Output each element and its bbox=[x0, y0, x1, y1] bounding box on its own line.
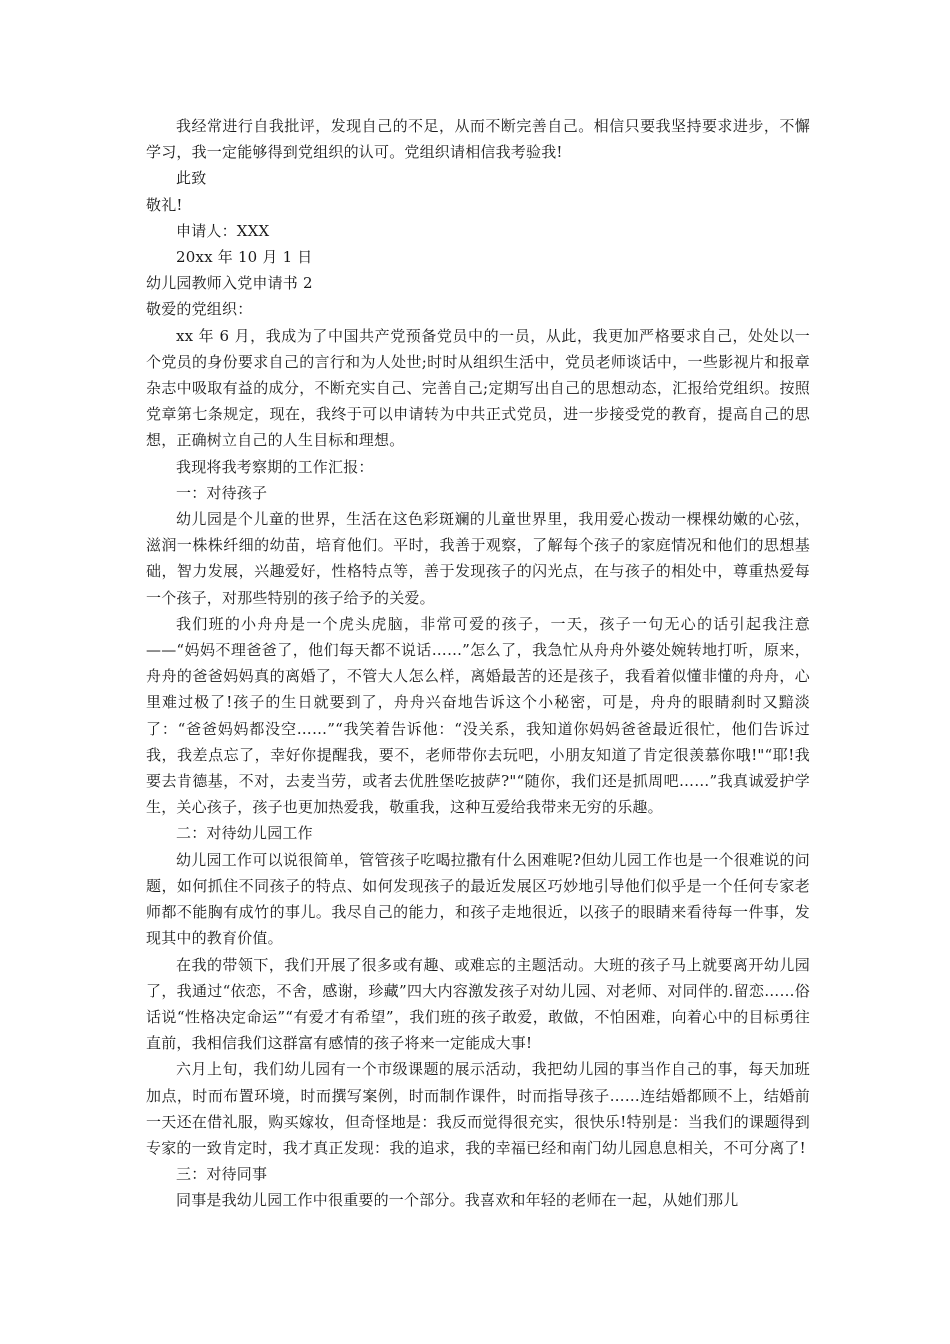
heading-children: 一：对待孩子 bbox=[176, 483, 268, 502]
heading-kindergarten-work: 二：对待幼儿园工作 bbox=[176, 824, 313, 843]
greeting: 敬爱的党组织： bbox=[146, 300, 253, 319]
heading-colleagues: 三：对待同事 bbox=[176, 1165, 268, 1184]
paragraph-theme-activities: 在我的带领下，我们开展了很多或有趣、或难忘的主题活动。大班的孩子马上就要离开幼儿园了，我通过“依恋，不舍，感谢，珍藏”四大内容激发孩子对幼儿园、对老师、对同伴的.留恋……俗话说“性格决定命运”“有爱才有希望”，我们班的孩子敢爱，敢做，不怕困难，向着心中的目标勇往直前，我相信我们这群富有感情的孩子将来一定能成大事! bbox=[146, 955, 810, 1053]
paragraph-children-world: 幼儿园是个儿童的世界，生活在这色彩斑斓的儿童世界里，我用爱心拨动一棵棵幼嫩的心弦，滋润一株株纤细的幼苗，培育他们。平时，我善于观察，了解每个孩子的家庭情况和他们的思想基础，智力发展，兴趣爱好，性格特点等，善于发现孩子的闪光点，在与孩子的相处中，尊重热爱每一个孩子，对那些特别的孩子给予的关爱。 bbox=[146, 510, 810, 607]
paragraph-intro: xx 年 6 月，我成为了中国共产党预备党员中的一员，从此，我更加严格要求自己，处处以一个党员的身份要求自己的言行和为人处世;时时从组织生活中，党员老师谈话中，一些影视片和报章杂志中吸取有益的成分，不断充实自己、完善自己;定期写出自己的思想动态，汇报给党组织。按照党章第七条规定，现在，我终于可以申请转为中共正式党员，进一步接受党的教育，提高自己的思想，正确树立自己的人生目标和理想。 bbox=[146, 326, 810, 450]
section-title: 幼儿园教师入党申请书 2 bbox=[146, 274, 313, 293]
paragraph-work-difficulty: 幼儿园工作可以说很简单，管管孩子吃喝拉撒有什么困难呢?但幼儿园工作也是一个很难说的问题，如何抓住不同孩子的特点、如何发现孩子的最近发展区巧妙地引导他们似乎是一个任何专家老师都不能胸有成竹的事儿。我尽自己的能力，和孩子走地很近，以孩子的眼睛来看待每一件事，发现其中的教育价值。 bbox=[146, 850, 810, 948]
application-date: 20xx 年 10 月 1 日 bbox=[176, 248, 313, 267]
closing-salutation: 此致 bbox=[176, 169, 207, 188]
paragraph-colleagues: 同事是我幼儿园工作中很重要的一个部分。我喜欢和年轻的老师在一起，从她们那儿 bbox=[176, 1191, 739, 1210]
paragraph-zhouzhou-story: 我们班的小舟舟是一个虎头虎脑，非常可爱的孩子，一天，孩子一句无心的话引起我注意——“妈妈不理爸爸了，他们每天都不说话……”怎么了，我急忙从舟舟外婆处婉转地打听，原来，舟舟的爸爸妈妈真的离婚了，不管大人怎么样，离婚最苦的还是孩子，我看着似懂非懂的舟舟，心里难过极了!孩子的生日就要到了，舟舟兴奋地告诉这个小秘密，可是，舟舟的眼睛刹时又黯淡了：“爸爸妈妈都没空……”“我笑着告诉他：“没关系，我知道你妈妈爸爸最近很忙，他们告诉过我，我差点忘了，幸好你提醒我，要不，老师带你去玩吧，小朋友知道了肯定很羡慕你哦!"“耶!我要去肯德基，不对，去麦当劳，或者去优胜堡吃披萨?"“随你，我们还是抓周吧……”我真诚爱护学生，关心孩子，孩子也更加热爱我，敬重我，这种互爱给我带来无穷的乐趣。 bbox=[146, 614, 810, 817]
paragraph-report-lead: 我现将我考察期的工作汇报： bbox=[176, 457, 374, 476]
paragraph-self-criticism: 我经常进行自我批评，发现自己的不足，从而不断完善自己。相信只要我坚持要求进步，不懈学习，我一定能够得到党组织的认可。党组织请相信我考验我! bbox=[146, 117, 810, 162]
applicant-signature: 申请人：XXX bbox=[176, 221, 270, 240]
closing-respect: 敬礼! bbox=[146, 195, 183, 214]
paragraph-june-project: 六月上旬，我们幼儿园有一个市级课题的展示活动，我把幼儿园的事当作自己的事，每天加班加点，时而布置环境，时而撰写案例，时而制作课件，时而指导孩子……连结婚都顾不上，结婚前一天还在借礼服，购买嫁妆，但奇怪地是：我反而觉得很充实，很快乐!特别是：当我们的课题得到专家的一致肯定时，我才真正发现：我的追求，我的幸福已经和南门幼儿园息息相关，不可分离了! bbox=[146, 1060, 810, 1157]
document-body bbox=[146, 113, 810, 1214]
